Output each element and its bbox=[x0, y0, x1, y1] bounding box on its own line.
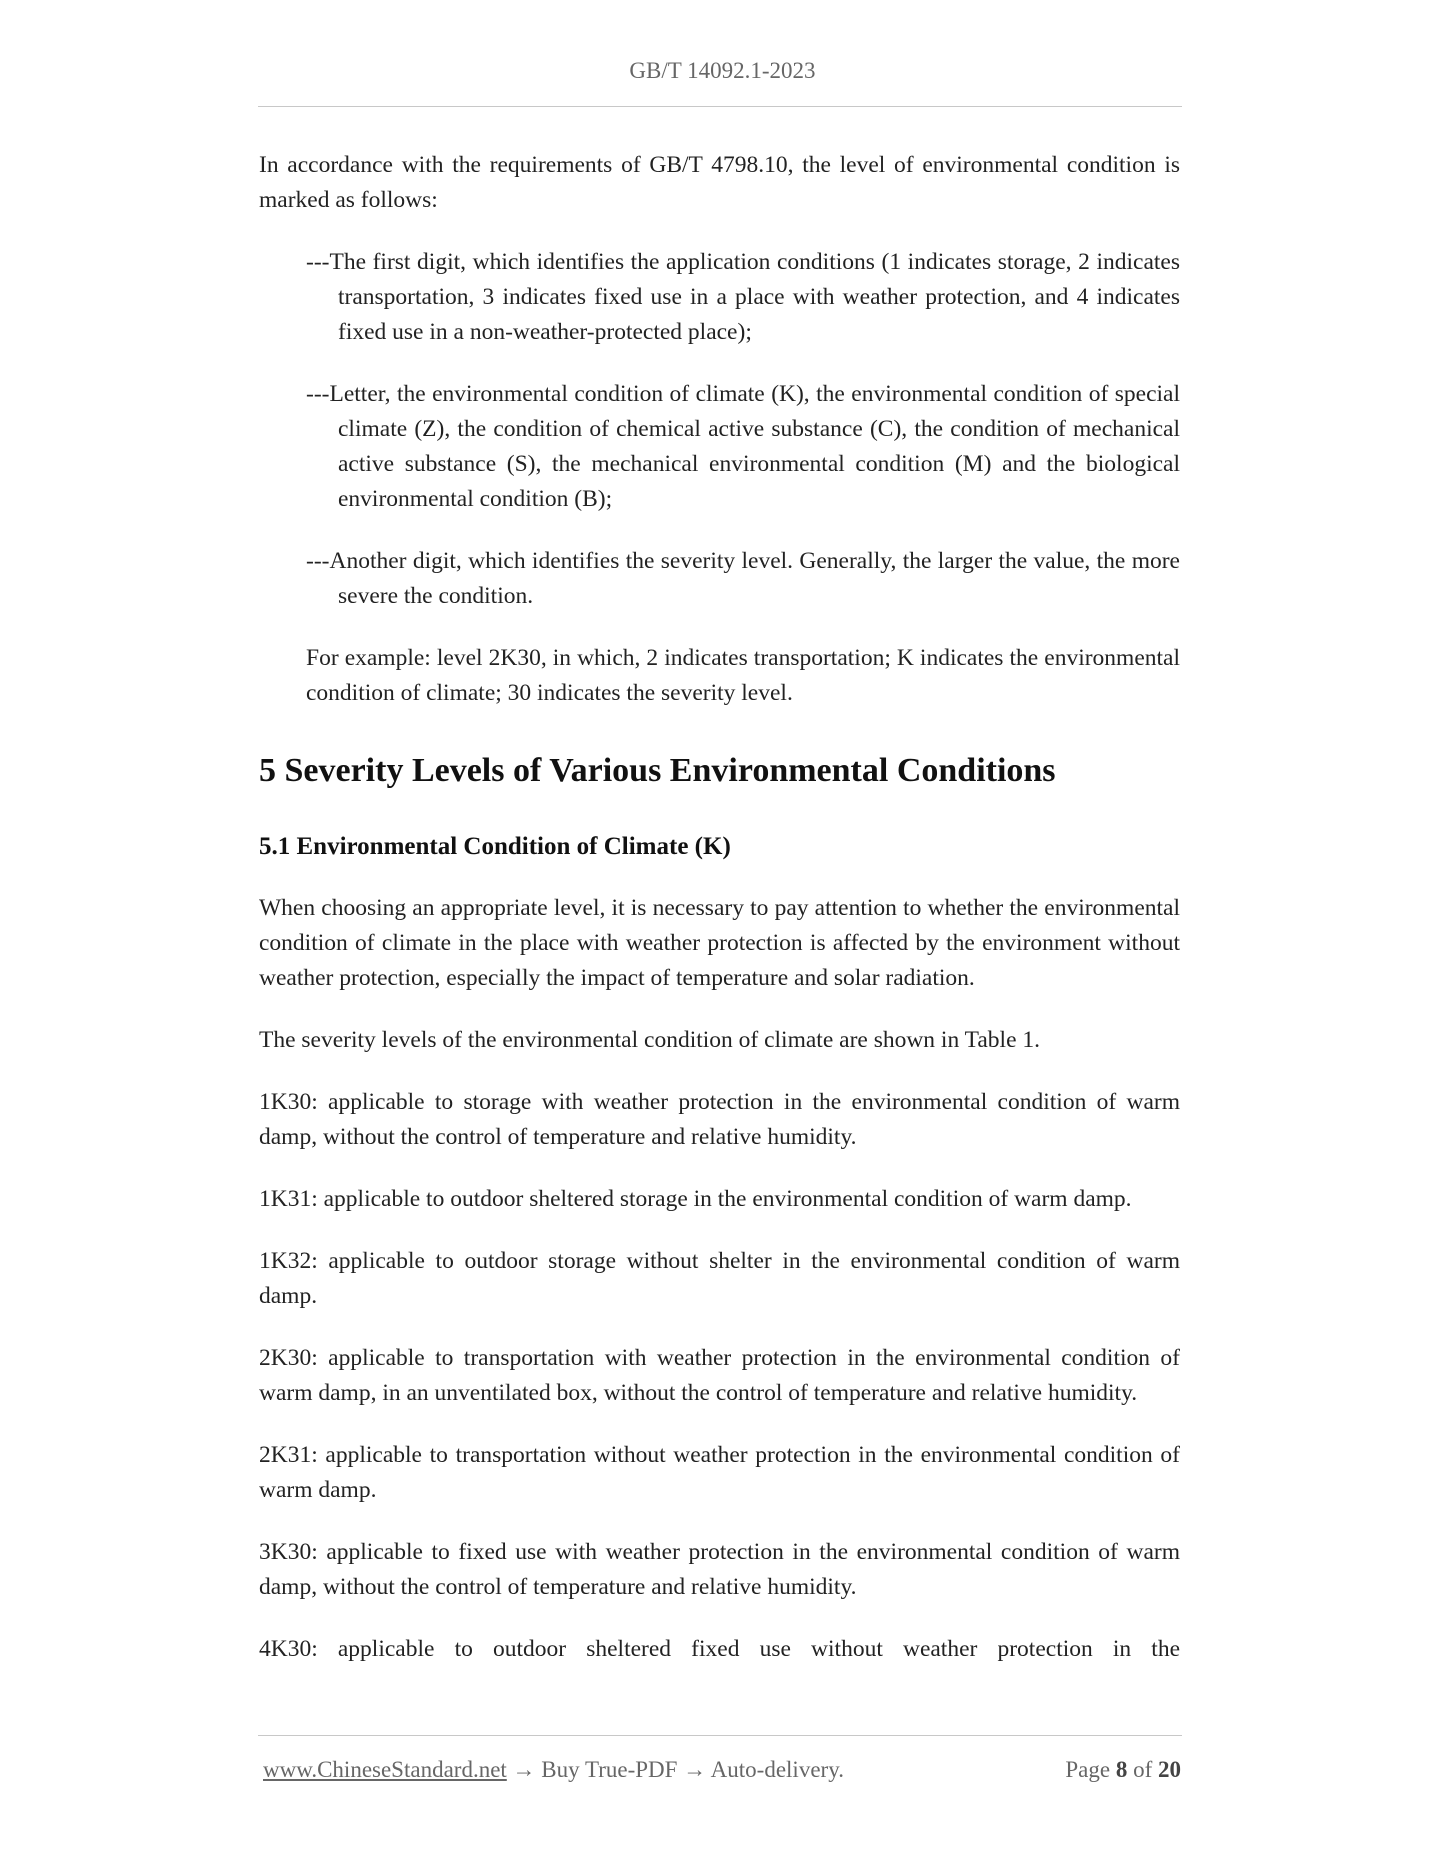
header-divider bbox=[258, 106, 1182, 107]
body-paragraph: When choosing an appropriate level, it is necessary to pay attention to whether the environmental condition of climate in the place with weather protection is affected by the environment without weather protection, especially the impact of temperature and solar radiation. bbox=[259, 895, 1180, 991]
of-label: of bbox=[1133, 1757, 1153, 1782]
level-definition: 1K30: applicable to storage with weather protection in the environmental condition of warm damp, without the control of temperature and relative humidity. bbox=[259, 1089, 1180, 1150]
page-label: Page bbox=[1065, 1757, 1111, 1782]
level-definition: 2K31: applicable to transportation without weather protection in the environmental condition of warm damp. bbox=[259, 1442, 1180, 1503]
list-item: ---The first digit, which identifies the application conditions (1 indicates storage, 2 indicates transportation, 3 indicates fixed use in a place with weather protection, and 4 indicates fixed use in a non-weather-protected place); bbox=[306, 249, 1180, 345]
example-paragraph: For example: level 2K30, in which, 2 indicates transportation; K indicates the environmental condition of climate; 30 indicates the severity level. bbox=[306, 645, 1180, 706]
level-definition: 1K32: applicable to outdoor storage without shelter in the environmental condition of warm damp. bbox=[259, 1248, 1180, 1309]
footer-promo bbox=[263, 1757, 844, 1783]
page-number: 8 bbox=[1115, 1757, 1128, 1782]
level-definition: 3K30: applicable to fixed use with weather protection in the environmental condition of warm damp, without the control of temperature and relative humidity. bbox=[259, 1539, 1180, 1600]
section-heading: 5 Severity Levels of Various Environmental Conditions bbox=[259, 752, 1056, 789]
body-paragraph: The severity levels of the environmental condition of climate are shown in Table 1. bbox=[259, 1027, 1041, 1053]
document-header: GB/T 14092.1-2023 bbox=[629, 58, 816, 83]
arrow-icon: → bbox=[512, 1757, 536, 1782]
delivery-text: Auto-delivery. bbox=[710, 1757, 844, 1782]
list-item: ---Another digit, which identifies the severity level. Generally, the larger the value, the more severe the condition. bbox=[306, 548, 1180, 609]
level-definition: 1K31: applicable to outdoor sheltered storage in the environmental condition of warm damp. bbox=[259, 1186, 1132, 1212]
page-footer bbox=[263, 1757, 1181, 1789]
list-item: ---Letter, the environmental condition of climate (K), the environmental condition of special climate (Z), the condition of chemical active substance (C), the condition of mechanical active substance (S), the mechanical environmental condition (M) and the biological environmental condition (B); bbox=[306, 381, 1180, 512]
page-total: 20 bbox=[1158, 1757, 1181, 1782]
footer-divider bbox=[258, 1735, 1182, 1736]
subsection-heading: 5.1 Environmental Condition of Climate (K) bbox=[259, 833, 731, 860]
level-definition: 4K30: applicable to outdoor sheltered fixed use without weather protection in the bbox=[259, 1636, 1180, 1662]
intro-paragraph: In accordance with the requirements of GB/T 4798.10, the level of environmental condition is marked as follows: bbox=[259, 152, 1180, 213]
document-body bbox=[259, 148, 1180, 1694]
site-link[interactable]: www.ChineseStandard.net bbox=[263, 1757, 507, 1782]
page-indicator bbox=[1065, 1757, 1181, 1783]
buy-text: Buy True-PDF bbox=[541, 1757, 678, 1782]
level-definition: 2K30: applicable to transportation with weather protection in the environmental condition of warm damp, in an unventilated box, without the control of temperature and relative humidity. bbox=[259, 1345, 1180, 1406]
arrow-icon: → bbox=[683, 1757, 707, 1782]
